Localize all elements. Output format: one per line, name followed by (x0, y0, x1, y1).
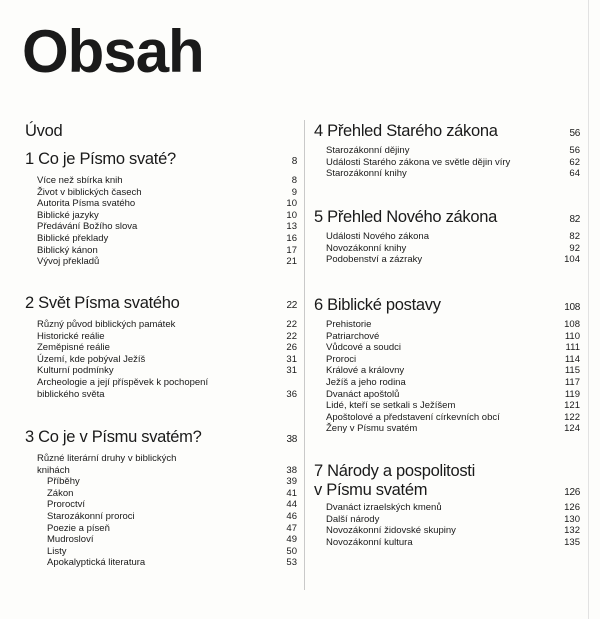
toc-item[interactable]: Různé literární druhy v biblických knihách 38 (37, 453, 297, 476)
toc-item[interactable]: Události Starého zákona ve světle dějin víry 62 (326, 156, 580, 168)
section-title-line2[interactable]: v Písmu svatém (314, 481, 428, 499)
section-page: 126 (564, 487, 580, 498)
toc-item[interactable]: Kulturní podmínky 31 (37, 365, 297, 377)
toc-subitem[interactable]: Apokalyptická literatura 53 (47, 557, 297, 569)
page-title: Obsah (22, 18, 204, 85)
toc-section-5 (314, 208, 580, 266)
toc-item[interactable]: Prehistorie 108 (326, 319, 580, 330)
toc-section-2 (25, 294, 297, 400)
toc-item[interactable]: Archeologie a její příspěvek k pochopení biblického světa 36 (37, 376, 297, 400)
toc-item[interactable]: Ženy v Písmu svatém 124 (326, 423, 580, 435)
toc-intro (25, 122, 297, 141)
toc-subitem[interactable]: Příběhy 39 (47, 476, 297, 488)
toc-section-6 (314, 296, 580, 435)
toc-item[interactable]: Vývoj překladů 21 (37, 256, 297, 268)
toc-item[interactable]: Ježíš a jeho rodina 117 (326, 376, 580, 388)
toc-item[interactable]: Patriarchové 110 (326, 330, 580, 342)
toc-section-3 (25, 428, 297, 569)
toc-item[interactable]: Proroci 114 (326, 353, 580, 365)
toc-subitem[interactable]: Proroctví 44 (47, 499, 297, 511)
section-page: 22 (286, 300, 297, 311)
section-title[interactable]: 4 Přehled Starého zákona (314, 122, 498, 140)
section-title[interactable]: 7 Národy a pospolitosti (314, 462, 475, 480)
toc-item[interactable]: Starozákonní knihy 64 (326, 168, 580, 180)
toc-item[interactable]: Dvanáct izraelských kmenů 126 (326, 502, 580, 513)
toc-section-1 (25, 150, 297, 268)
section-title[interactable]: 3 Co je v Písmu svatém? (25, 428, 202, 446)
toc-item[interactable]: Více než sbírka knih 8 (37, 175, 297, 186)
toc-item[interactable]: Apoštolové a představení církevních obcí 122 (326, 411, 580, 423)
section-items (314, 145, 580, 180)
section-title[interactable]: 1 Co je Písmo svaté? (25, 150, 176, 168)
toc-item[interactable]: Vůdcové a soudci 111 (326, 342, 580, 354)
section-page: 82 (569, 214, 580, 225)
toc-item[interactable]: Předávání Božího slova 13 (37, 221, 297, 233)
section-page: 38 (286, 434, 297, 445)
toc-item[interactable]: Události Nového zákona 82 (326, 231, 580, 242)
toc-item[interactable]: Biblický kánon 17 (37, 244, 297, 256)
toc-subitem[interactable]: Zákon 41 (47, 487, 297, 499)
toc-item[interactable]: Autorita Písma svatého 10 (37, 198, 297, 210)
toc-item[interactable]: Území, kde pobýval Ježíš 31 (37, 353, 297, 365)
toc-item[interactable]: Podobenství a zázraky 104 (326, 254, 580, 266)
page-edge-line (588, 0, 589, 619)
toc-item[interactable]: Život v biblických časech 9 (37, 186, 297, 198)
section-items (25, 319, 297, 400)
column-divider (304, 120, 305, 590)
section-items (314, 231, 580, 266)
intro-title[interactable]: Úvod (25, 122, 63, 140)
toc-subitem[interactable]: Starozákonní proroci 46 (47, 510, 297, 522)
section-title[interactable]: 5 Přehled Nového zákona (314, 208, 497, 226)
toc-item[interactable]: Biblické překlady 16 (37, 232, 297, 244)
toc-section-7 (314, 462, 580, 548)
toc-item[interactable]: Různý původ biblických památek 22 (37, 319, 297, 330)
toc-item[interactable]: Biblické jazyky 10 (37, 209, 297, 221)
toc-item[interactable]: Novozákonní knihy 92 (326, 242, 580, 254)
section-items (25, 175, 297, 268)
toc-item[interactable]: Starozákonní dějiny 56 (326, 145, 580, 156)
section-items (25, 453, 297, 569)
toc-item[interactable]: Historické reálie 22 (37, 330, 297, 342)
section-page: 108 (564, 302, 580, 313)
toc-subitem[interactable]: Listy 50 (47, 545, 297, 557)
section-page: 56 (569, 128, 580, 139)
section-items (314, 319, 580, 435)
toc-item[interactable]: Novozákonní židovské skupiny 132 (326, 525, 580, 537)
toc-item[interactable]: Dvanáct apoštolů 119 (326, 388, 580, 400)
toc-subitem[interactable]: Poezie a píseň 47 (47, 522, 297, 534)
toc-subitem[interactable]: Mudrosloví 49 (47, 534, 297, 546)
toc-section-4 (314, 122, 580, 180)
toc-item[interactable]: Králové a královny 115 (326, 365, 580, 377)
toc-item[interactable]: Zeměpisné reálie 26 (37, 342, 297, 354)
section-title[interactable]: 2 Svět Písma svatého (25, 294, 180, 312)
section-items (314, 502, 580, 548)
toc-item[interactable]: Další národy 130 (326, 513, 580, 525)
section-title[interactable]: 6 Biblické postavy (314, 296, 441, 314)
toc-item[interactable]: Novozákonní kultura 135 (326, 536, 580, 548)
toc-item[interactable]: Lidé, kteří se setkali s Ježíšem 121 (326, 400, 580, 412)
section-page: 8 (291, 156, 297, 167)
